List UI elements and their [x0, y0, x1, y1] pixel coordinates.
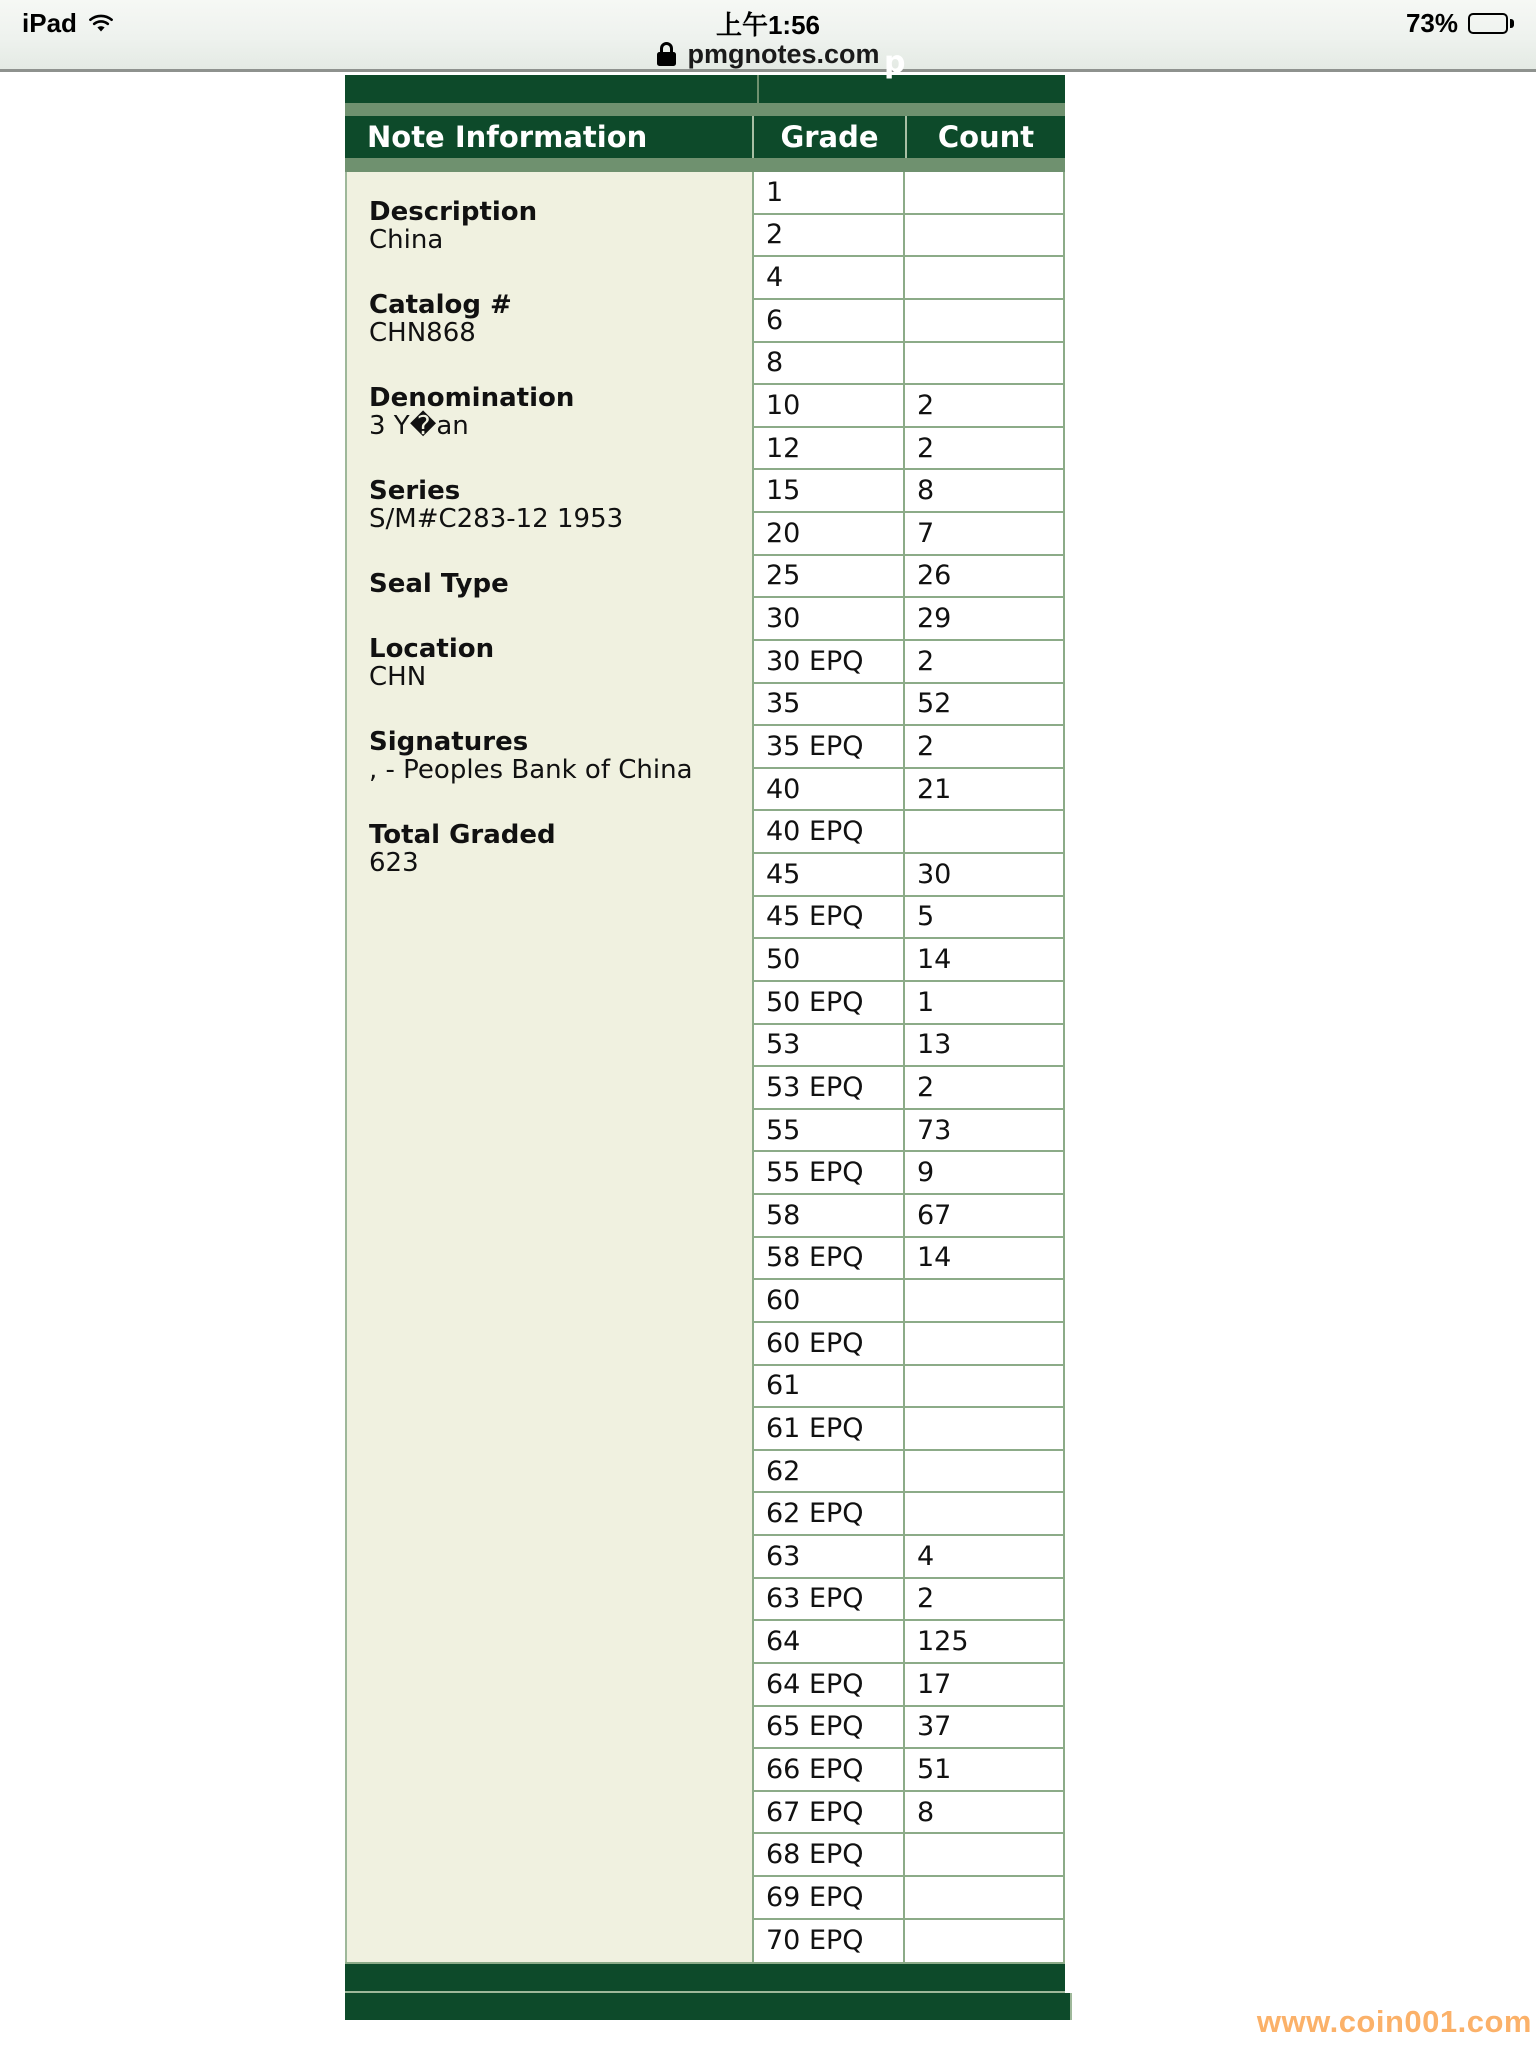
- grade-cell: 65 EPQ: [752, 1707, 905, 1748]
- info-value: 3 Y�an: [369, 411, 469, 441]
- count-cell: [905, 172, 1065, 213]
- grade-cell: 30: [752, 598, 905, 639]
- count-cell: 52: [905, 684, 1065, 725]
- table-row: [752, 1067, 1065, 1110]
- grade-cell: 63 EPQ: [752, 1579, 905, 1620]
- count-cell: 21: [905, 769, 1065, 810]
- table-row: [752, 982, 1065, 1025]
- count-cell: 37: [905, 1707, 1065, 1748]
- grade-cell: 66 EPQ: [752, 1749, 905, 1790]
- count-cell: 2: [905, 385, 1065, 426]
- grade-cell: 61: [752, 1366, 905, 1407]
- table-row: [752, 641, 1065, 684]
- table-row: [752, 1110, 1065, 1153]
- grade-cell: 60 EPQ: [752, 1323, 905, 1364]
- count-cell: [905, 215, 1065, 256]
- count-cell: 73: [905, 1110, 1065, 1151]
- info-block: [369, 635, 738, 691]
- table-row: [752, 1536, 1065, 1579]
- grade-cell: 25: [752, 556, 905, 597]
- table-row: [752, 343, 1065, 386]
- info-label: Location: [369, 634, 495, 664]
- clipped-title-text: p: [884, 45, 906, 80]
- count-cell: 1: [905, 982, 1065, 1023]
- info-value: 623: [369, 848, 419, 878]
- grade-cell: 45 EPQ: [752, 897, 905, 938]
- count-cell: 9: [905, 1152, 1065, 1193]
- grade-cell: 68 EPQ: [752, 1834, 905, 1875]
- count-cell: 14: [905, 939, 1065, 980]
- info-label: Series: [369, 476, 461, 506]
- count-cell: [905, 1280, 1065, 1321]
- table-row: [752, 1920, 1065, 1963]
- device-label: iPad: [22, 7, 77, 38]
- address-bar[interactable]: [0, 38, 1536, 70]
- grade-cell: 55: [752, 1110, 905, 1151]
- clock-time: 上午1:56: [715, 9, 821, 40]
- table-row: [752, 811, 1065, 854]
- count-cell: [905, 1493, 1065, 1534]
- table-row: [752, 1025, 1065, 1068]
- count-cell: [905, 300, 1065, 341]
- count-cell: 14: [905, 1238, 1065, 1279]
- table-row: [752, 1152, 1065, 1195]
- count-cell: 8: [905, 1792, 1065, 1833]
- footer-bar-top: [345, 1964, 1065, 1991]
- grade-cell: 35: [752, 684, 905, 725]
- header-note-information: Note Information: [367, 120, 648, 154]
- count-cell: [905, 1920, 1065, 1963]
- count-cell: 29: [905, 598, 1065, 639]
- grade-cell: 58 EPQ: [752, 1238, 905, 1279]
- grade-cell: 20: [752, 513, 905, 554]
- grade-cell: 53 EPQ: [752, 1067, 905, 1108]
- count-cell: 67: [905, 1195, 1065, 1236]
- count-cell: 2: [905, 428, 1065, 469]
- url-domain: pmgnotes.com: [687, 38, 880, 69]
- info-label: Total Graded: [369, 820, 556, 850]
- grade-cell: 70 EPQ: [752, 1920, 905, 1963]
- table-row: [752, 726, 1065, 769]
- count-cell: 26: [905, 556, 1065, 597]
- grade-cell: 50 EPQ: [752, 982, 905, 1023]
- count-cell: [905, 1834, 1065, 1875]
- count-cell: [905, 1366, 1065, 1407]
- table-row: [752, 1834, 1065, 1877]
- table-row: [752, 513, 1065, 556]
- table-row: [752, 684, 1065, 727]
- lock-icon: [656, 41, 677, 67]
- table-row: [752, 598, 1065, 641]
- grade-cell: 6: [752, 300, 905, 341]
- info-block: [369, 728, 738, 784]
- count-cell: [905, 1451, 1065, 1492]
- info-value: , - Peoples Bank of China: [369, 755, 693, 785]
- table-row: [752, 1877, 1065, 1920]
- table-row: [752, 1664, 1065, 1707]
- table-row: [752, 854, 1065, 897]
- header-grade: Grade: [752, 116, 905, 158]
- info-block: [369, 570, 738, 598]
- info-label: Signatures: [369, 727, 529, 757]
- count-cell: [905, 257, 1065, 298]
- table-row: [752, 1792, 1065, 1835]
- table-row: [752, 556, 1065, 599]
- info-block: [369, 384, 738, 440]
- grade-cell: 2: [752, 215, 905, 256]
- grade-cell: 63: [752, 1536, 905, 1577]
- status-bar: [0, 0, 1536, 40]
- grade-cell: 15: [752, 470, 905, 511]
- grade-cell: 60: [752, 1280, 905, 1321]
- count-cell: 2: [905, 1067, 1065, 1108]
- info-label: Seal Type: [369, 569, 509, 599]
- count-cell: 2: [905, 641, 1065, 682]
- count-cell: 7: [905, 513, 1065, 554]
- table-row: [752, 385, 1065, 428]
- table-row: [752, 1195, 1065, 1238]
- info-block: [369, 291, 738, 347]
- table-row: [752, 172, 1065, 215]
- grade-cell: 1: [752, 172, 905, 213]
- table-body: [345, 172, 1065, 1964]
- grade-cell: 64: [752, 1621, 905, 1662]
- info-label: Description: [369, 197, 538, 227]
- count-cell: 30: [905, 854, 1065, 895]
- info-label: Denomination: [369, 383, 575, 413]
- battery-percent: 73%: [1405, 7, 1458, 38]
- grade-cell: 55 EPQ: [752, 1152, 905, 1193]
- grade-cell: 50: [752, 939, 905, 980]
- table-row: [752, 428, 1065, 471]
- watermark-text: www.coin001.com: [1256, 2004, 1532, 2039]
- grade-cell: 10: [752, 385, 905, 426]
- table-row: [752, 1323, 1065, 1366]
- count-cell: 17: [905, 1664, 1065, 1705]
- grade-cell: 30 EPQ: [752, 641, 905, 682]
- table-row: [752, 257, 1065, 300]
- browser-chrome: [0, 0, 1536, 72]
- info-value: CHN: [369, 662, 427, 692]
- table-row: [752, 1366, 1065, 1409]
- grade-cell: 35 EPQ: [752, 726, 905, 767]
- header-count: Count: [905, 116, 1065, 158]
- table-header-row: [345, 116, 1065, 158]
- table-row: [752, 1493, 1065, 1536]
- grade-cell: 69 EPQ: [752, 1877, 905, 1918]
- count-cell: 51: [905, 1749, 1065, 1790]
- count-cell: 13: [905, 1025, 1065, 1066]
- count-cell: 4: [905, 1536, 1065, 1577]
- table-row: [752, 215, 1065, 258]
- count-cell: 2: [905, 726, 1065, 767]
- table-row: [752, 470, 1065, 513]
- table-row: [752, 897, 1065, 940]
- grade-cell: 61 EPQ: [752, 1408, 905, 1449]
- table-row: [752, 1621, 1065, 1664]
- table-row: [752, 1238, 1065, 1281]
- info-value: S/M#C283-12 1953: [369, 504, 624, 534]
- table-row: [752, 1451, 1065, 1494]
- info-block: [369, 198, 738, 254]
- grade-cell: 64 EPQ: [752, 1664, 905, 1705]
- table-row: [752, 300, 1065, 343]
- info-value: CHN868: [369, 318, 476, 348]
- table-row: [752, 1749, 1065, 1792]
- count-cell: 8: [905, 470, 1065, 511]
- grade-cell: 58: [752, 1195, 905, 1236]
- info-block: [369, 477, 738, 533]
- grade-cell: 62 EPQ: [752, 1493, 905, 1534]
- info-value: China: [369, 225, 444, 255]
- count-cell: [905, 811, 1065, 852]
- grade-cell: 12: [752, 428, 905, 469]
- grade-cell: 67 EPQ: [752, 1792, 905, 1833]
- count-cell: [905, 1877, 1065, 1918]
- count-cell: [905, 1408, 1065, 1449]
- title-bar-divider: [757, 75, 759, 103]
- count-cell: 125: [905, 1621, 1065, 1662]
- grade-count-rows: [752, 172, 1065, 1962]
- table-row: [752, 939, 1065, 982]
- info-block: [369, 821, 738, 877]
- grade-cell: 45: [752, 854, 905, 895]
- table-row: [752, 1280, 1065, 1323]
- count-cell: 2: [905, 1579, 1065, 1620]
- grade-cell: 4: [752, 257, 905, 298]
- count-cell: [905, 1323, 1065, 1364]
- table-row: [752, 769, 1065, 812]
- sage-strip-top: [345, 103, 1065, 116]
- count-cell: [905, 343, 1065, 384]
- count-cell: 5: [905, 897, 1065, 938]
- table-row: [752, 1579, 1065, 1622]
- table-row: [752, 1707, 1065, 1750]
- info-label: Catalog #: [369, 290, 512, 320]
- table-row: [752, 1408, 1065, 1451]
- grade-cell: 62: [752, 1451, 905, 1492]
- grade-cell: 53: [752, 1025, 905, 1066]
- sage-strip-below-header: [345, 158, 1065, 172]
- note-information-panel: [345, 172, 752, 1962]
- grade-cell: 40 EPQ: [752, 811, 905, 852]
- grade-cell: 8: [752, 343, 905, 384]
- grade-cell: 40: [752, 769, 905, 810]
- footer-bar-bottom: [345, 1993, 1072, 2020]
